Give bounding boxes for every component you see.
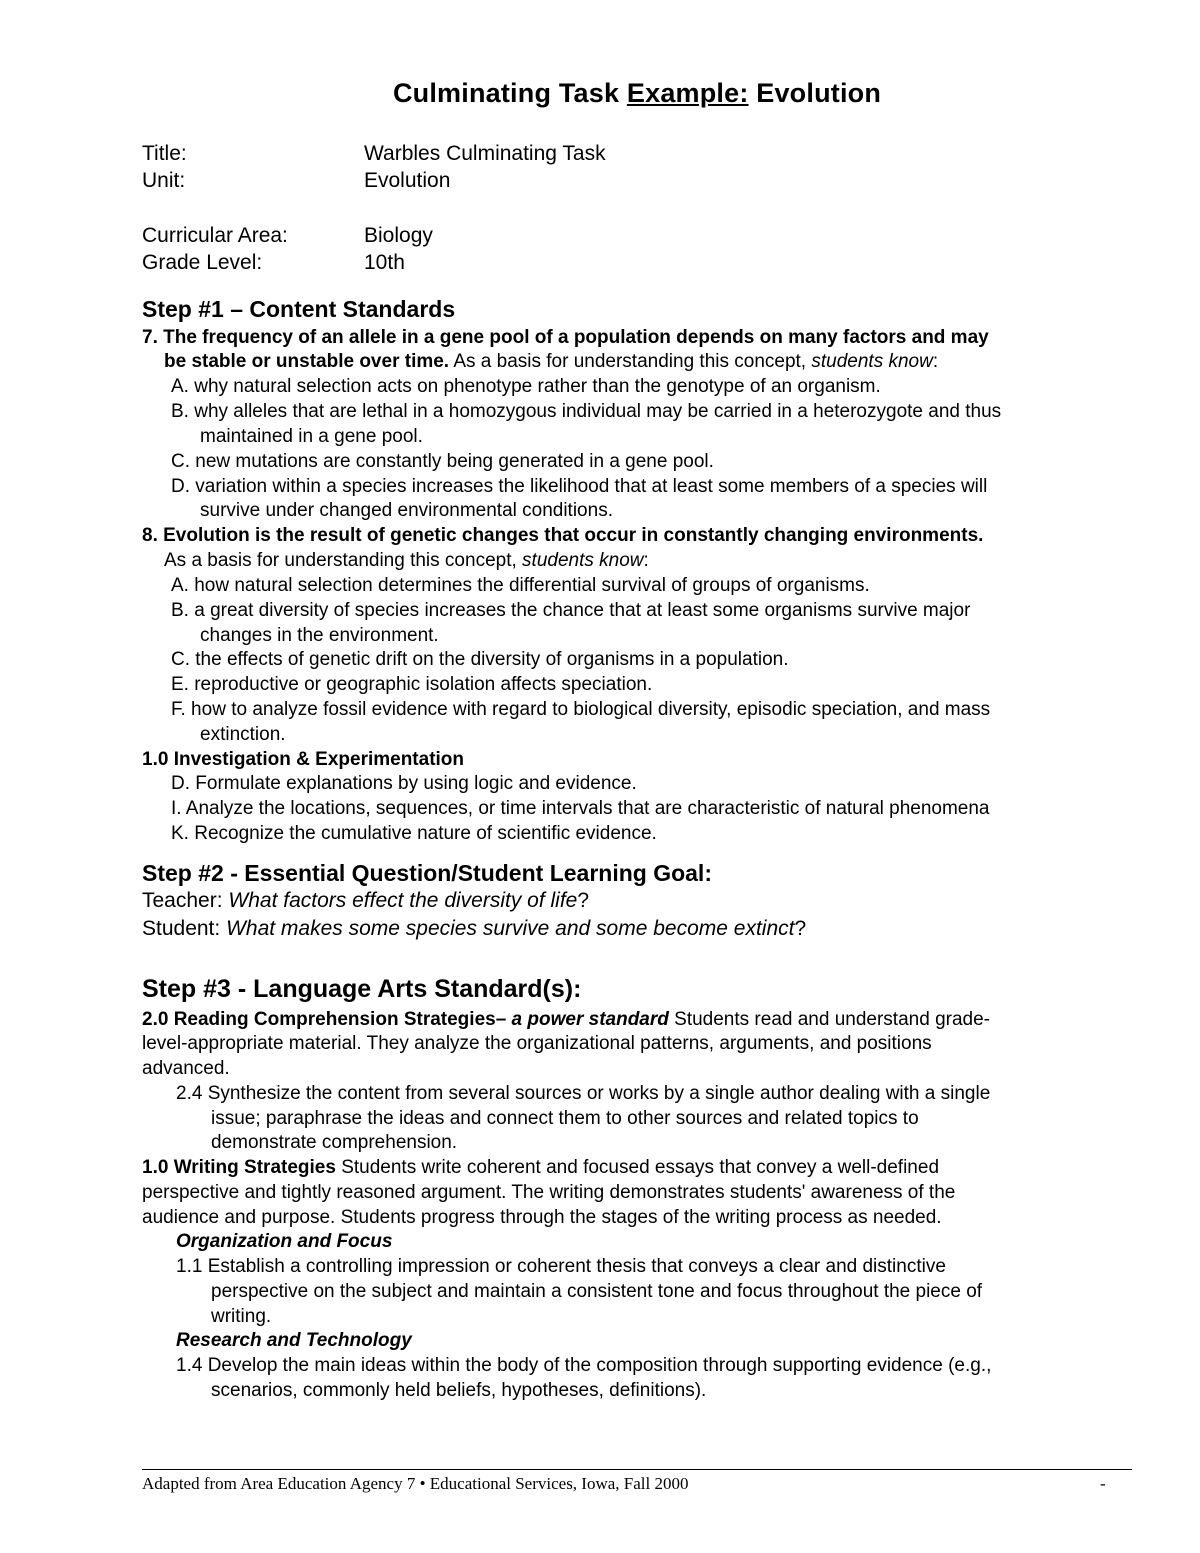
- list-item: E. reproductive or geographic isolation affects speciation.: [171, 674, 653, 695]
- organization-heading: Organization and Focus: [176, 1231, 393, 1252]
- meta-value: 10th: [364, 251, 405, 274]
- standard-7-intro: [164, 349, 938, 374]
- intro-italic: students know: [522, 550, 644, 571]
- step2-heading: Step #2 - Essential Question/Student Learning Goal:: [142, 860, 712, 886]
- list-item-cont: maintained in a gene pool.: [200, 426, 423, 447]
- power-standard-label: a power standard: [506, 1009, 669, 1030]
- page-title: [142, 78, 1132, 109]
- list-item: D. Formulate explanations by using logic and evidence.: [171, 773, 637, 794]
- standard-8-intro: [164, 548, 649, 573]
- meta-area: [142, 222, 433, 249]
- student-question-text: What makes some species survive and some become extinct: [226, 917, 795, 940]
- list-item: K. Recognize the cumulative nature of scientific evidence.: [171, 823, 657, 844]
- standard-7-title: 7. The frequency of an allele in a gene pool of a population depends on many factors and may: [142, 327, 989, 348]
- list-item: 2.4 Synthesize the content from several sources or works by a single author dealing with a single: [176, 1083, 991, 1104]
- intro-text: As a basis for understanding this concept,: [164, 550, 523, 571]
- list-item: D. variation within a species increases the likelihood that at least some members of a species will: [171, 476, 988, 497]
- student-label: Student:: [142, 917, 227, 940]
- student-question: [142, 916, 806, 941]
- list-item-cont: writing.: [211, 1306, 272, 1327]
- teacher-question: [142, 888, 589, 913]
- meta-label: Title:: [142, 142, 187, 165]
- writing-standard-text: Students write coherent and focused essays that convey a well-defined: [335, 1157, 940, 1178]
- question-mark: ?: [794, 917, 807, 940]
- paragraph-line: level-appropriate material. They analyze the organizational patterns, arguments, and positions: [142, 1033, 932, 1054]
- standard-7-title-cont: be stable or unstable over time.: [164, 351, 450, 372]
- research-heading: Research and Technology: [176, 1330, 412, 1351]
- writing-standard: [142, 1155, 939, 1180]
- intro-text: As a basis for understanding this concept,: [449, 351, 812, 372]
- meta-unit: [142, 167, 450, 194]
- list-item: A. how natural selection determines the differential survival of groups of organisms.: [171, 575, 870, 596]
- title-underlined: Example:: [626, 78, 749, 108]
- list-item-cont: extinction.: [200, 724, 286, 745]
- list-item-cont: issue; paraphrase the ideas and connect them to other sources and related topics to: [211, 1108, 919, 1129]
- meta-title: [142, 140, 606, 167]
- meta-value: Evolution: [364, 169, 451, 192]
- meta-label: Unit:: [142, 169, 186, 192]
- footer-text: Adapted from Area Education Agency 7 • Educational Services, Iowa, Fall 2000: [142, 1474, 689, 1493]
- list-item-cont: changes in the environment.: [200, 625, 439, 646]
- title-part1: Culminating Task: [392, 78, 627, 108]
- list-item: F. how to analyze fossil evidence with regard to biological diversity, episodic speciation, and mass: [171, 699, 991, 720]
- intro-italic: students know: [811, 351, 933, 372]
- list-item: 1.4 Develop the main ideas within the body of the composition through supporting evidence (e.g.,: [176, 1355, 992, 1376]
- meta-label: Curricular Area:: [142, 224, 288, 247]
- writing-standard-title: 1.0 Writing Strategies: [142, 1157, 336, 1178]
- meta-label: Grade Level:: [142, 251, 263, 274]
- paragraph-line: advanced.: [142, 1058, 230, 1079]
- meta-grade: [142, 249, 405, 276]
- reading-standard-text: Students read and understand grade-: [668, 1009, 990, 1030]
- paragraph-line: perspective and tightly reasoned argument. The writing demonstrates students' awareness of the: [142, 1182, 956, 1203]
- list-item-cont: perspective on the subject and maintain a consistent tone and focus throughout the piece of: [211, 1281, 983, 1302]
- page-number: -: [1100, 1474, 1106, 1493]
- list-item: C. the effects of genetic drift on the diversity of organisms in a population.: [171, 649, 789, 670]
- list-item: B. why alleles that are lethal in a homozygous individual may be carried in a heterozygote and thus: [171, 401, 1002, 422]
- list-item-cont: demonstrate comprehension.: [211, 1132, 458, 1153]
- step3-heading: Step #3 - Language Arts Standard(s):: [142, 975, 582, 1003]
- intro-end: :: [643, 550, 649, 571]
- investigation-heading: 1.0 Investigation & Experimentation: [142, 749, 465, 770]
- list-item-cont: scenarios, commonly held beliefs, hypotheses, definitions).: [211, 1380, 707, 1401]
- step1-heading: Step #1 – Content Standards: [142, 296, 456, 322]
- meta-value: Warbles Culminating Task: [364, 142, 606, 165]
- reading-standard-title: 2.0 Reading Comprehension Strategies–: [142, 1009, 507, 1030]
- footer-divider: [142, 1469, 1132, 1470]
- teacher-question-text: What factors effect the diversity of life: [228, 889, 578, 912]
- list-item: A. why natural selection acts on phenotype rather than the genotype of an organism.: [171, 376, 881, 397]
- list-item: B. a great diversity of species increases the chance that at least some organisms survive major: [171, 600, 971, 621]
- meta-value: Biology: [364, 224, 433, 247]
- reading-standard: [142, 1007, 990, 1032]
- intro-end: :: [932, 351, 939, 372]
- standard-8-title: 8. Evolution is the result of genetic changes that occur in constantly changing environments.: [142, 525, 984, 546]
- teacher-label: Teacher:: [142, 889, 229, 912]
- list-item: 1.1 Establish a controlling impression or coherent thesis that conveys a clear and distinctive: [176, 1256, 946, 1277]
- list-item: C. new mutations are constantly being generated in a gene pool.: [171, 451, 714, 472]
- list-item: I. Analyze the locations, sequences, or time intervals that are characteristic of natural phenomena: [171, 798, 990, 819]
- question-mark: ?: [577, 889, 590, 912]
- paragraph-line: audience and purpose. Students progress through the stages of the writing process as needed.: [142, 1207, 942, 1228]
- list-item-cont: survive under changed environmental conditions.: [200, 500, 613, 521]
- title-part2: Evolution: [748, 78, 882, 108]
